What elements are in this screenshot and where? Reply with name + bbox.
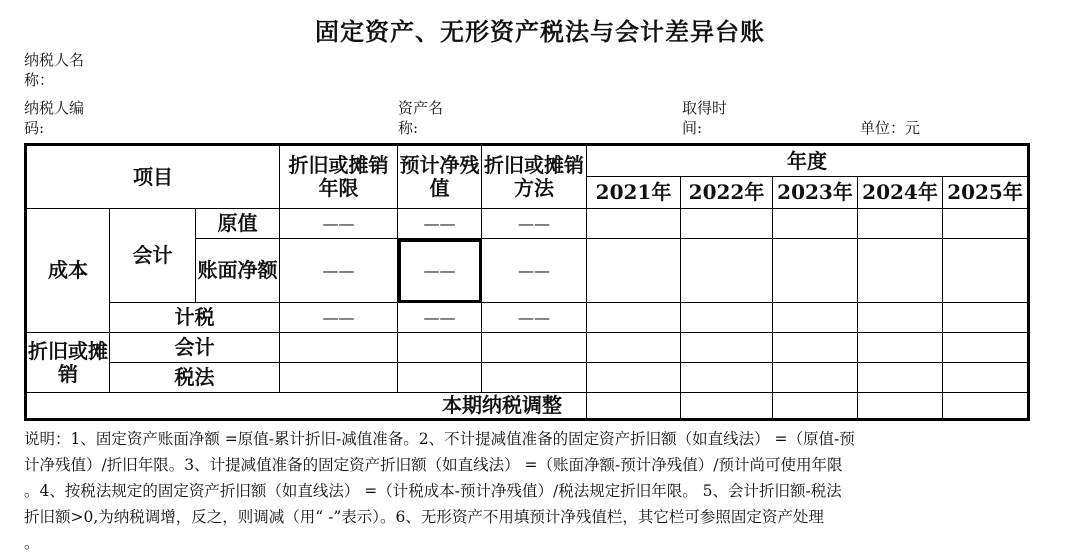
accounting-label: 会计 [110, 209, 196, 303]
taxpayer-name-label [24, 50, 84, 90]
value-cell[interactable] [587, 363, 681, 393]
value-cell[interactable] [773, 303, 858, 333]
value-cell[interactable] [681, 303, 773, 333]
header-life: 折旧或摊销年限 [280, 145, 398, 209]
header-item: 项目 [26, 145, 280, 209]
dash-cell: —— [398, 209, 482, 239]
note-line: 。4、按税法规定的固定资产折旧额（如直线法） =（计税成本-预计净残值）/税法规定折旧年限。 5、会计折旧额-税法 [24, 482, 842, 500]
value-cell[interactable] [482, 363, 587, 393]
dash-cell: —— [482, 209, 587, 239]
asset-name-line2: 称: [398, 119, 419, 137]
value-cell[interactable] [280, 333, 398, 363]
value-cell[interactable] [482, 333, 587, 363]
asset-name-line1: 资产名 [398, 99, 444, 117]
cost-label: 成本 [26, 209, 110, 333]
note-line: 说明：1、固定资产账面净额 =原值-累计折旧-减值准备。2、不计提减值准备的固定资产折旧额（如直线法） =（原值-预 [24, 430, 855, 448]
year-2025: 2025年 [943, 177, 1029, 209]
document-title: 固定资产、无形资产税法与会计差异台账 [315, 17, 765, 46]
value-cell[interactable] [943, 363, 1029, 393]
value-cell[interactable] [943, 303, 1029, 333]
dash-cell: —— [398, 303, 482, 333]
depreciation-label: 折旧或摊销 [26, 333, 110, 393]
value-cell[interactable] [858, 393, 943, 420]
depreciation-accounting-label: 会计 [110, 333, 280, 363]
taxpayer-name-line1: 纳税人名 [24, 51, 85, 69]
value-cell[interactable] [587, 333, 681, 363]
year-2022: 2022年 [681, 177, 773, 209]
dash-cell: —— [280, 239, 398, 303]
header-residual: 预计净残值 [398, 145, 482, 209]
value-cell[interactable] [943, 393, 1029, 420]
value-cell[interactable] [587, 239, 681, 303]
value-cell[interactable] [587, 303, 681, 333]
notes [24, 426, 1034, 556]
value-cell[interactable] [681, 363, 773, 393]
dash-cell: —— [280, 209, 398, 239]
acquired-time-line2: 间: [682, 119, 703, 137]
value-cell[interactable] [943, 333, 1029, 363]
note-line: 计净残值）/折旧年限。3、计提减值准备的固定资产折旧额（如直线法） =（账面净额-预计净残值）/预计尚可使用年限 [24, 456, 843, 474]
ledger-table [24, 143, 1030, 421]
value-cell[interactable] [398, 333, 482, 363]
value-cell[interactable] [858, 333, 943, 363]
tax-basis-label: 计税 [110, 303, 280, 333]
acquired-time-line1: 取得时 [682, 99, 728, 117]
value-cell[interactable] [587, 209, 681, 239]
value-cell[interactable] [773, 363, 858, 393]
value-cell[interactable] [858, 303, 943, 333]
year-2023: 2023年 [773, 177, 858, 209]
value-cell[interactable] [773, 333, 858, 363]
asset-name-label [398, 98, 443, 138]
value-cell[interactable] [398, 363, 482, 393]
original-value-label: 原值 [196, 209, 280, 239]
value-cell[interactable] [280, 363, 398, 393]
note-line: 。 [24, 534, 40, 552]
note-line: 折旧额>0,为纳税调增，反之，则调减（用“ -”表示）。6、无形资产不用填预计净残值栏，其它栏可参照固定资产处理 [24, 508, 824, 526]
value-cell[interactable] [943, 239, 1029, 303]
current-adjustment-label: 本期纳税调整 [26, 393, 587, 420]
taxpayer-id-line1: 纳税人编 [24, 99, 85, 117]
value-cell[interactable] [681, 393, 773, 420]
value-cell[interactable] [681, 333, 773, 363]
value-cell[interactable] [858, 209, 943, 239]
value-cell[interactable] [858, 363, 943, 393]
value-cell[interactable] [773, 393, 858, 420]
tax-law-label: 税法 [110, 363, 280, 393]
taxpayer-id-label [24, 98, 84, 138]
taxpayer-name-line2: 称： [24, 71, 55, 89]
value-cell[interactable] [943, 209, 1029, 239]
value-cell[interactable] [681, 239, 773, 303]
net-book-value-label: 账面净额 [196, 239, 280, 303]
value-cell[interactable] [681, 209, 773, 239]
value-cell[interactable] [858, 239, 943, 303]
unit-label: 单位：元 [860, 119, 921, 137]
dash-cell: —— [482, 239, 587, 303]
header-method: 折旧或摊销方法 [482, 145, 587, 209]
selected-dash-cell[interactable]: —— [398, 239, 482, 303]
dash-cell: —— [280, 303, 398, 333]
value-cell[interactable] [773, 239, 858, 303]
year-2024: 2024年 [858, 177, 943, 209]
acquired-time-label [682, 98, 727, 138]
year-2021: 2021年 [587, 177, 681, 209]
header-year: 年度 [587, 145, 1029, 177]
dash-cell: —— [482, 303, 587, 333]
value-cell[interactable] [587, 393, 681, 420]
value-cell[interactable] [773, 209, 858, 239]
taxpayer-id-line2: 码: [24, 119, 45, 137]
